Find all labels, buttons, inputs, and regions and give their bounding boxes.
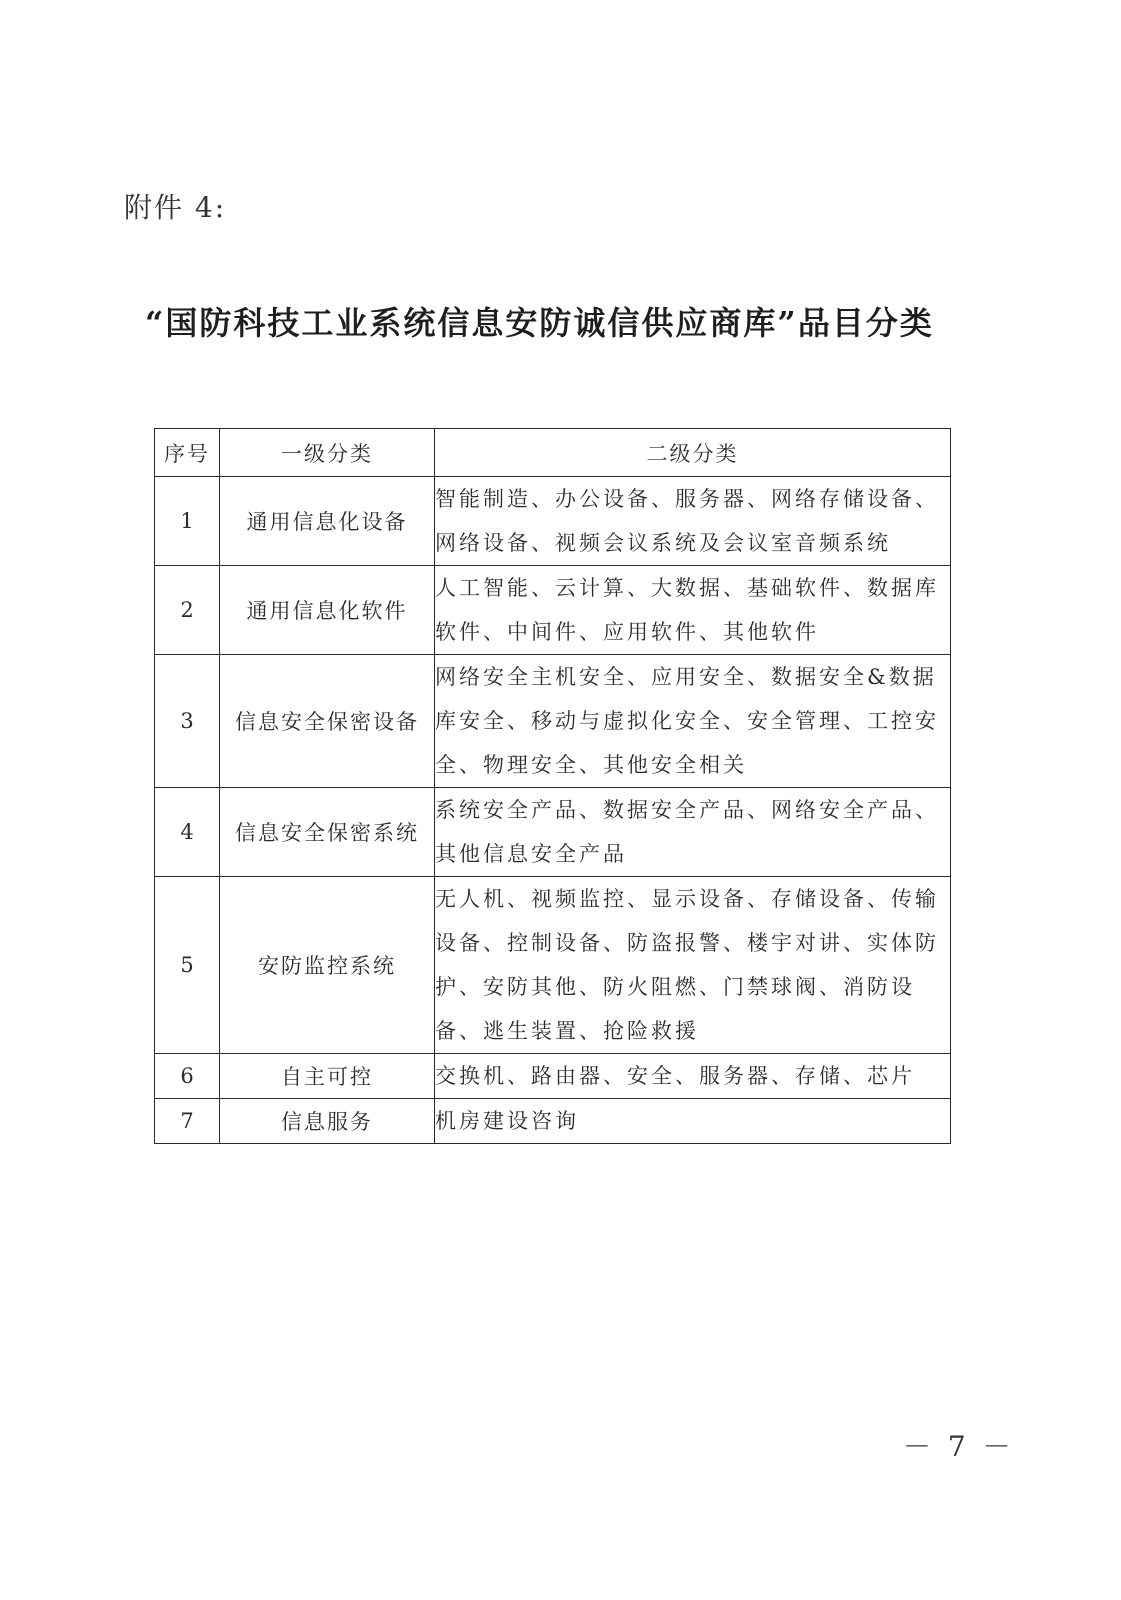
- header-level1: 一级分类: [220, 429, 435, 477]
- row-level1: 安防监控系统: [220, 877, 435, 1054]
- row-level1: 信息安全保密系统: [220, 788, 435, 877]
- table-row: [155, 477, 951, 566]
- row-level2: 网络安全主机安全、应用安全、数据安全&数据库安全、移动与虚拟化安全、安全管理、工控安全、物理安全、其他安全相关: [435, 655, 951, 788]
- row-level2: 智能制造、办公设备、服务器、网络存储设备、网络设备、视频会议系统及会议室音频系统: [435, 477, 951, 566]
- row-seq: 1: [155, 477, 220, 566]
- row-seq: 4: [155, 788, 220, 877]
- row-level2: 系统安全产品、数据安全产品、网络安全产品、其他信息安全产品: [435, 788, 951, 877]
- row-level1: 自主可控: [220, 1054, 435, 1099]
- row-level2: 无人机、视频监控、显示设备、存储设备、传输设备、控制设备、防盗报警、楼宇对讲、实体防护、安防其他、防火阻燃、门禁球阀、消防设备、逃生装置、抢险救援: [435, 877, 951, 1054]
- row-seq: 3: [155, 655, 220, 788]
- row-level2: 机房建设咨询: [435, 1099, 951, 1144]
- row-level1: 信息服务: [220, 1099, 435, 1144]
- row-seq: 2: [155, 566, 220, 655]
- row-seq: 7: [155, 1099, 220, 1144]
- row-level2: 交换机、路由器、安全、服务器、存储、芯片: [435, 1054, 951, 1099]
- table-row: [155, 655, 951, 788]
- header-seq: 序号: [155, 429, 220, 477]
- row-seq: 6: [155, 1054, 220, 1099]
- attachment-label: 附件 4:: [124, 191, 227, 224]
- table-header-row: [155, 429, 951, 477]
- table-row: [155, 1054, 951, 1099]
- category-table: [154, 428, 951, 1144]
- header-level2: 二级分类: [435, 429, 951, 477]
- row-level1: 信息安全保密设备: [220, 655, 435, 788]
- row-level1: 通用信息化软件: [220, 566, 435, 655]
- row-level1: 通用信息化设备: [220, 477, 435, 566]
- row-seq: 5: [155, 877, 220, 1054]
- table-row: [155, 877, 951, 1054]
- row-level2: 人工智能、云计算、大数据、基础软件、数据库软件、中间件、应用软件、其他软件: [435, 566, 951, 655]
- table-row: [155, 566, 951, 655]
- table-row: [155, 788, 951, 877]
- table-row: [155, 1099, 951, 1144]
- page-number: － 7 －: [903, 1430, 1015, 1463]
- document-title: “国防科技工业系统信息安防诚信供应商库”品目分类: [145, 304, 934, 342]
